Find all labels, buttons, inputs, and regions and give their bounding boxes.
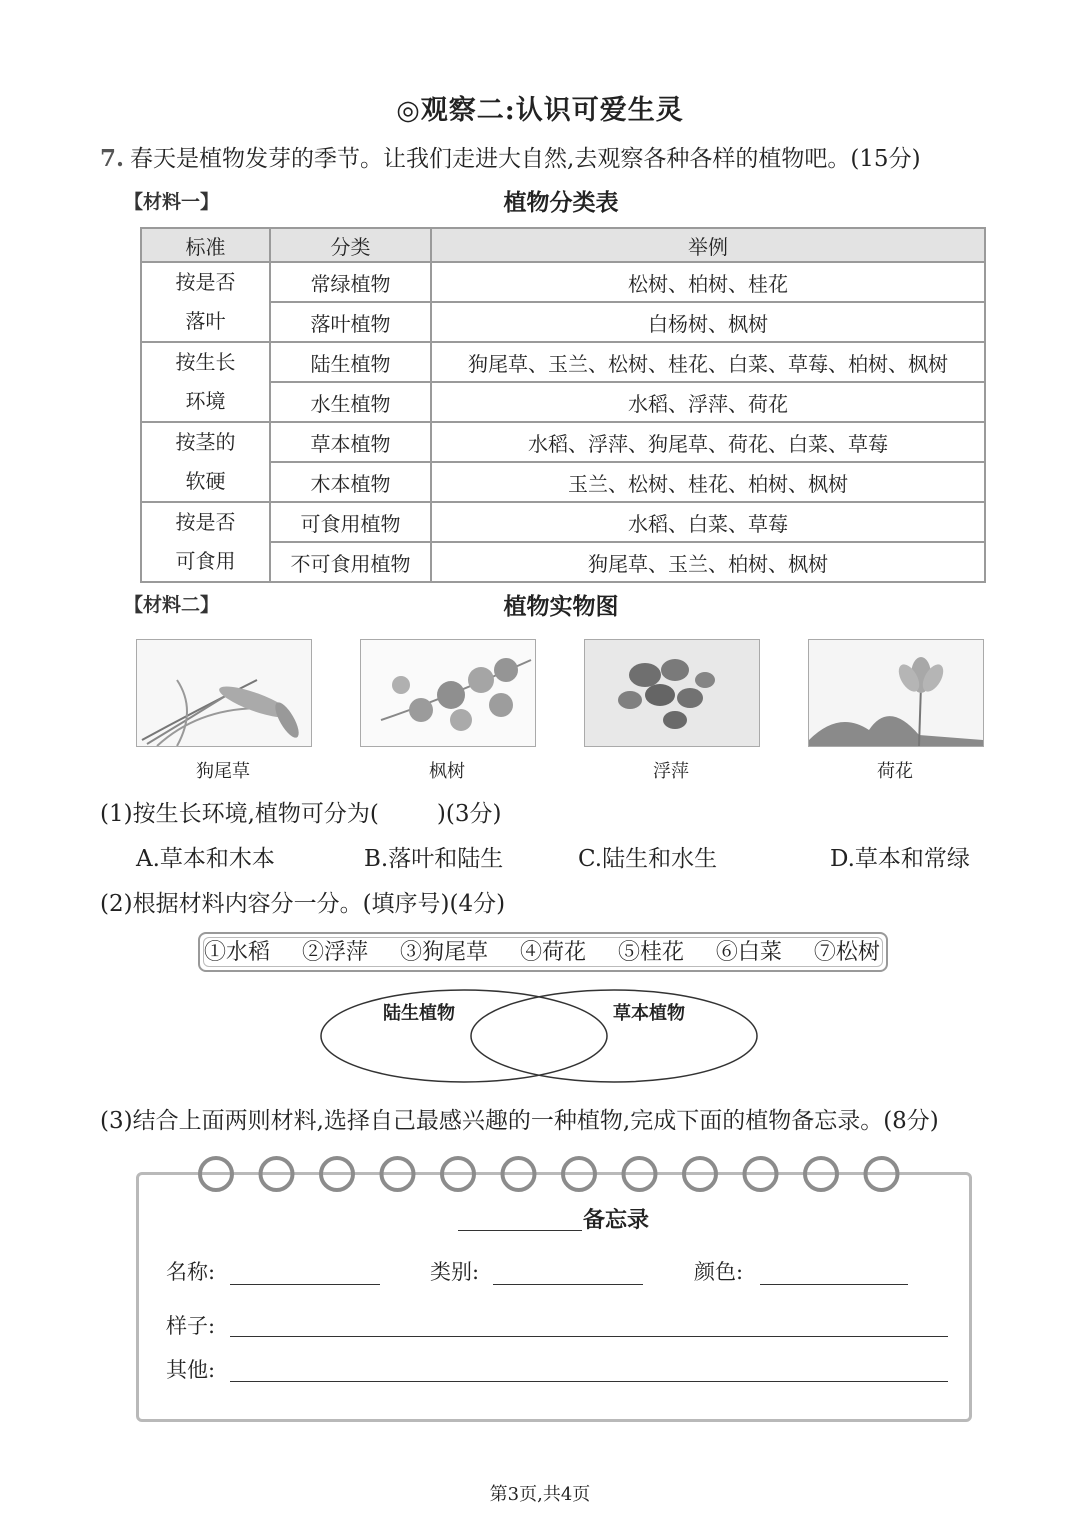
- memo-title: 备忘录: [583, 1208, 650, 1233]
- category-cell: 可食用植物: [270, 502, 431, 542]
- material1-caption: 植物分类表: [503, 190, 619, 216]
- table-row: [141, 342, 985, 382]
- binding-ring: [261, 1158, 293, 1190]
- memo-card: [136, 1172, 972, 1422]
- binding-ring: [805, 1158, 837, 1190]
- photo-name-maple: 枫树: [429, 761, 465, 782]
- item: ④荷花: [519, 940, 586, 965]
- question-text: 春天是植物发芽的季节。让我们走进大自然,去观察各种各样的植物吧。(15分): [130, 146, 921, 172]
- sub-question-1-score: )(3分): [436, 801, 502, 827]
- item: ⑤桂花: [617, 940, 684, 965]
- category-cell: 不可食用植物: [270, 542, 431, 582]
- sub-question-1: [100, 795, 501, 828]
- binding-ring: [684, 1158, 716, 1190]
- section-title: ◎观察二:认识可爱生灵: [396, 95, 684, 126]
- examples-cell: 水稻、浮萍、荷花: [431, 382, 985, 422]
- examples-cell: 狗尾草、玉兰、柏树、枫树: [431, 542, 985, 582]
- category-cell: 草本植物: [270, 422, 431, 462]
- items-row: [204, 935, 880, 966]
- standard-cell: [141, 262, 270, 342]
- header-standard: 标准: [141, 228, 270, 262]
- standard-cell: [141, 502, 270, 582]
- category-cell: 木本植物: [270, 462, 431, 502]
- memo-shape-label: 样子:: [166, 1314, 216, 1338]
- examples-cell: 水稻、浮萍、狗尾草、荷花、白菜、草莓: [431, 422, 985, 462]
- memo-other-field[interactable]: [230, 1381, 948, 1382]
- standard-line: 落叶: [185, 309, 226, 333]
- venn-left-label: 陆生植物: [383, 1003, 455, 1024]
- item: ①水稻: [204, 940, 271, 965]
- photo-name-lotus: 荷花: [877, 761, 913, 782]
- item: ②浮萍: [301, 940, 368, 965]
- standard-cell: [141, 342, 270, 422]
- category-cell: 落叶植物: [270, 302, 431, 342]
- table-row: [141, 502, 985, 542]
- photo-name-duckweed: 浮萍: [653, 761, 689, 782]
- table-row: [141, 422, 985, 462]
- examples-cell: 白杨树、枫树: [431, 302, 985, 342]
- memo-name-label: 名称:: [166, 1260, 216, 1284]
- standard-line: 按是否: [175, 270, 236, 294]
- memo-color-field[interactable]: [760, 1284, 908, 1285]
- photo-name-foxtail: 狗尾草: [196, 761, 250, 782]
- binding-ring: [563, 1158, 595, 1190]
- memo-title-blank[interactable]: [458, 1230, 582, 1231]
- binding-ring: [745, 1158, 777, 1190]
- standard-line: 环境: [185, 389, 226, 413]
- standard-line: 按茎的: [175, 430, 236, 454]
- binding-ring: [200, 1158, 232, 1190]
- material2-caption: 植物实物图: [503, 594, 619, 620]
- table-header-row: [141, 228, 985, 262]
- binding-ring: [503, 1158, 535, 1190]
- category-cell: 常绿植物: [270, 262, 431, 302]
- memo-shape-field[interactable]: [230, 1336, 948, 1337]
- memo-name-field[interactable]: [230, 1284, 380, 1285]
- sub-question-2: (2)根据材料内容分一分。(填序号)(4分): [100, 891, 506, 917]
- memo-category-label: 类别:: [430, 1260, 480, 1284]
- foxtail-grass-photo: [136, 639, 312, 747]
- examples-cell: 狗尾草、玉兰、松树、桂花、白菜、草莓、柏树、枫树: [431, 342, 985, 382]
- standard-line: 可食用: [175, 549, 236, 573]
- page-footer: 第3页,共4页: [489, 1484, 591, 1505]
- item: ⑦松树: [813, 940, 880, 965]
- table-row: [141, 262, 985, 302]
- option-c[interactable]: C.陆生和水生: [578, 846, 718, 872]
- item: ③狗尾草: [399, 940, 488, 965]
- maple-tree-photo: [360, 639, 536, 747]
- item: ⑥白菜: [715, 940, 782, 965]
- category-cell: 陆生植物: [270, 342, 431, 382]
- venn-right-label: 草本植物: [613, 1003, 685, 1024]
- standard-line: 按生长: [175, 350, 236, 374]
- option-a[interactable]: A.草本和木本: [136, 846, 275, 872]
- binding-ring: [866, 1158, 898, 1190]
- memo-color-label: 颜色:: [694, 1260, 744, 1284]
- sub-question-1-text: (1)按生长环境,植物可分为(: [100, 801, 379, 827]
- duckweed-photo: [584, 639, 760, 747]
- option-d[interactable]: D.草本和常绿: [830, 846, 970, 872]
- binding-ring: [624, 1158, 656, 1190]
- lotus-photo: [808, 639, 984, 747]
- classification-table: [140, 227, 986, 583]
- examples-cell: 水稻、白菜、草莓: [431, 502, 985, 542]
- spiral-binding: [196, 1154, 916, 1194]
- memo-other-label: 其他:: [166, 1358, 216, 1382]
- question-number: 7.: [100, 145, 125, 172]
- standard-cell: [141, 422, 270, 502]
- examples-cell: 玉兰、松树、桂花、柏树、枫树: [431, 462, 985, 502]
- question-stem: [100, 140, 921, 173]
- binding-ring: [382, 1158, 414, 1190]
- memo-category-field[interactable]: [493, 1284, 643, 1285]
- examples-cell: 松树、柏树、桂花: [431, 262, 985, 302]
- header-examples: 举例: [431, 228, 985, 262]
- standard-line: 软硬: [185, 469, 226, 493]
- binding-ring: [321, 1158, 353, 1190]
- sub-question-3: (3)结合上面两则材料,选择自己最感兴趣的一种植物,完成下面的植物备忘录。(8分): [100, 1108, 939, 1134]
- material1-label: 【材料一】: [124, 191, 220, 213]
- binding-ring: [442, 1158, 474, 1190]
- category-cell: 水生植物: [270, 382, 431, 422]
- material2-label: 【材料二】: [124, 594, 220, 616]
- standard-line: 按是否: [175, 510, 236, 534]
- option-b[interactable]: B.落叶和陆生: [364, 846, 504, 872]
- venn-left-ellipse[interactable]: [321, 990, 607, 1082]
- header-category: 分类: [270, 228, 431, 262]
